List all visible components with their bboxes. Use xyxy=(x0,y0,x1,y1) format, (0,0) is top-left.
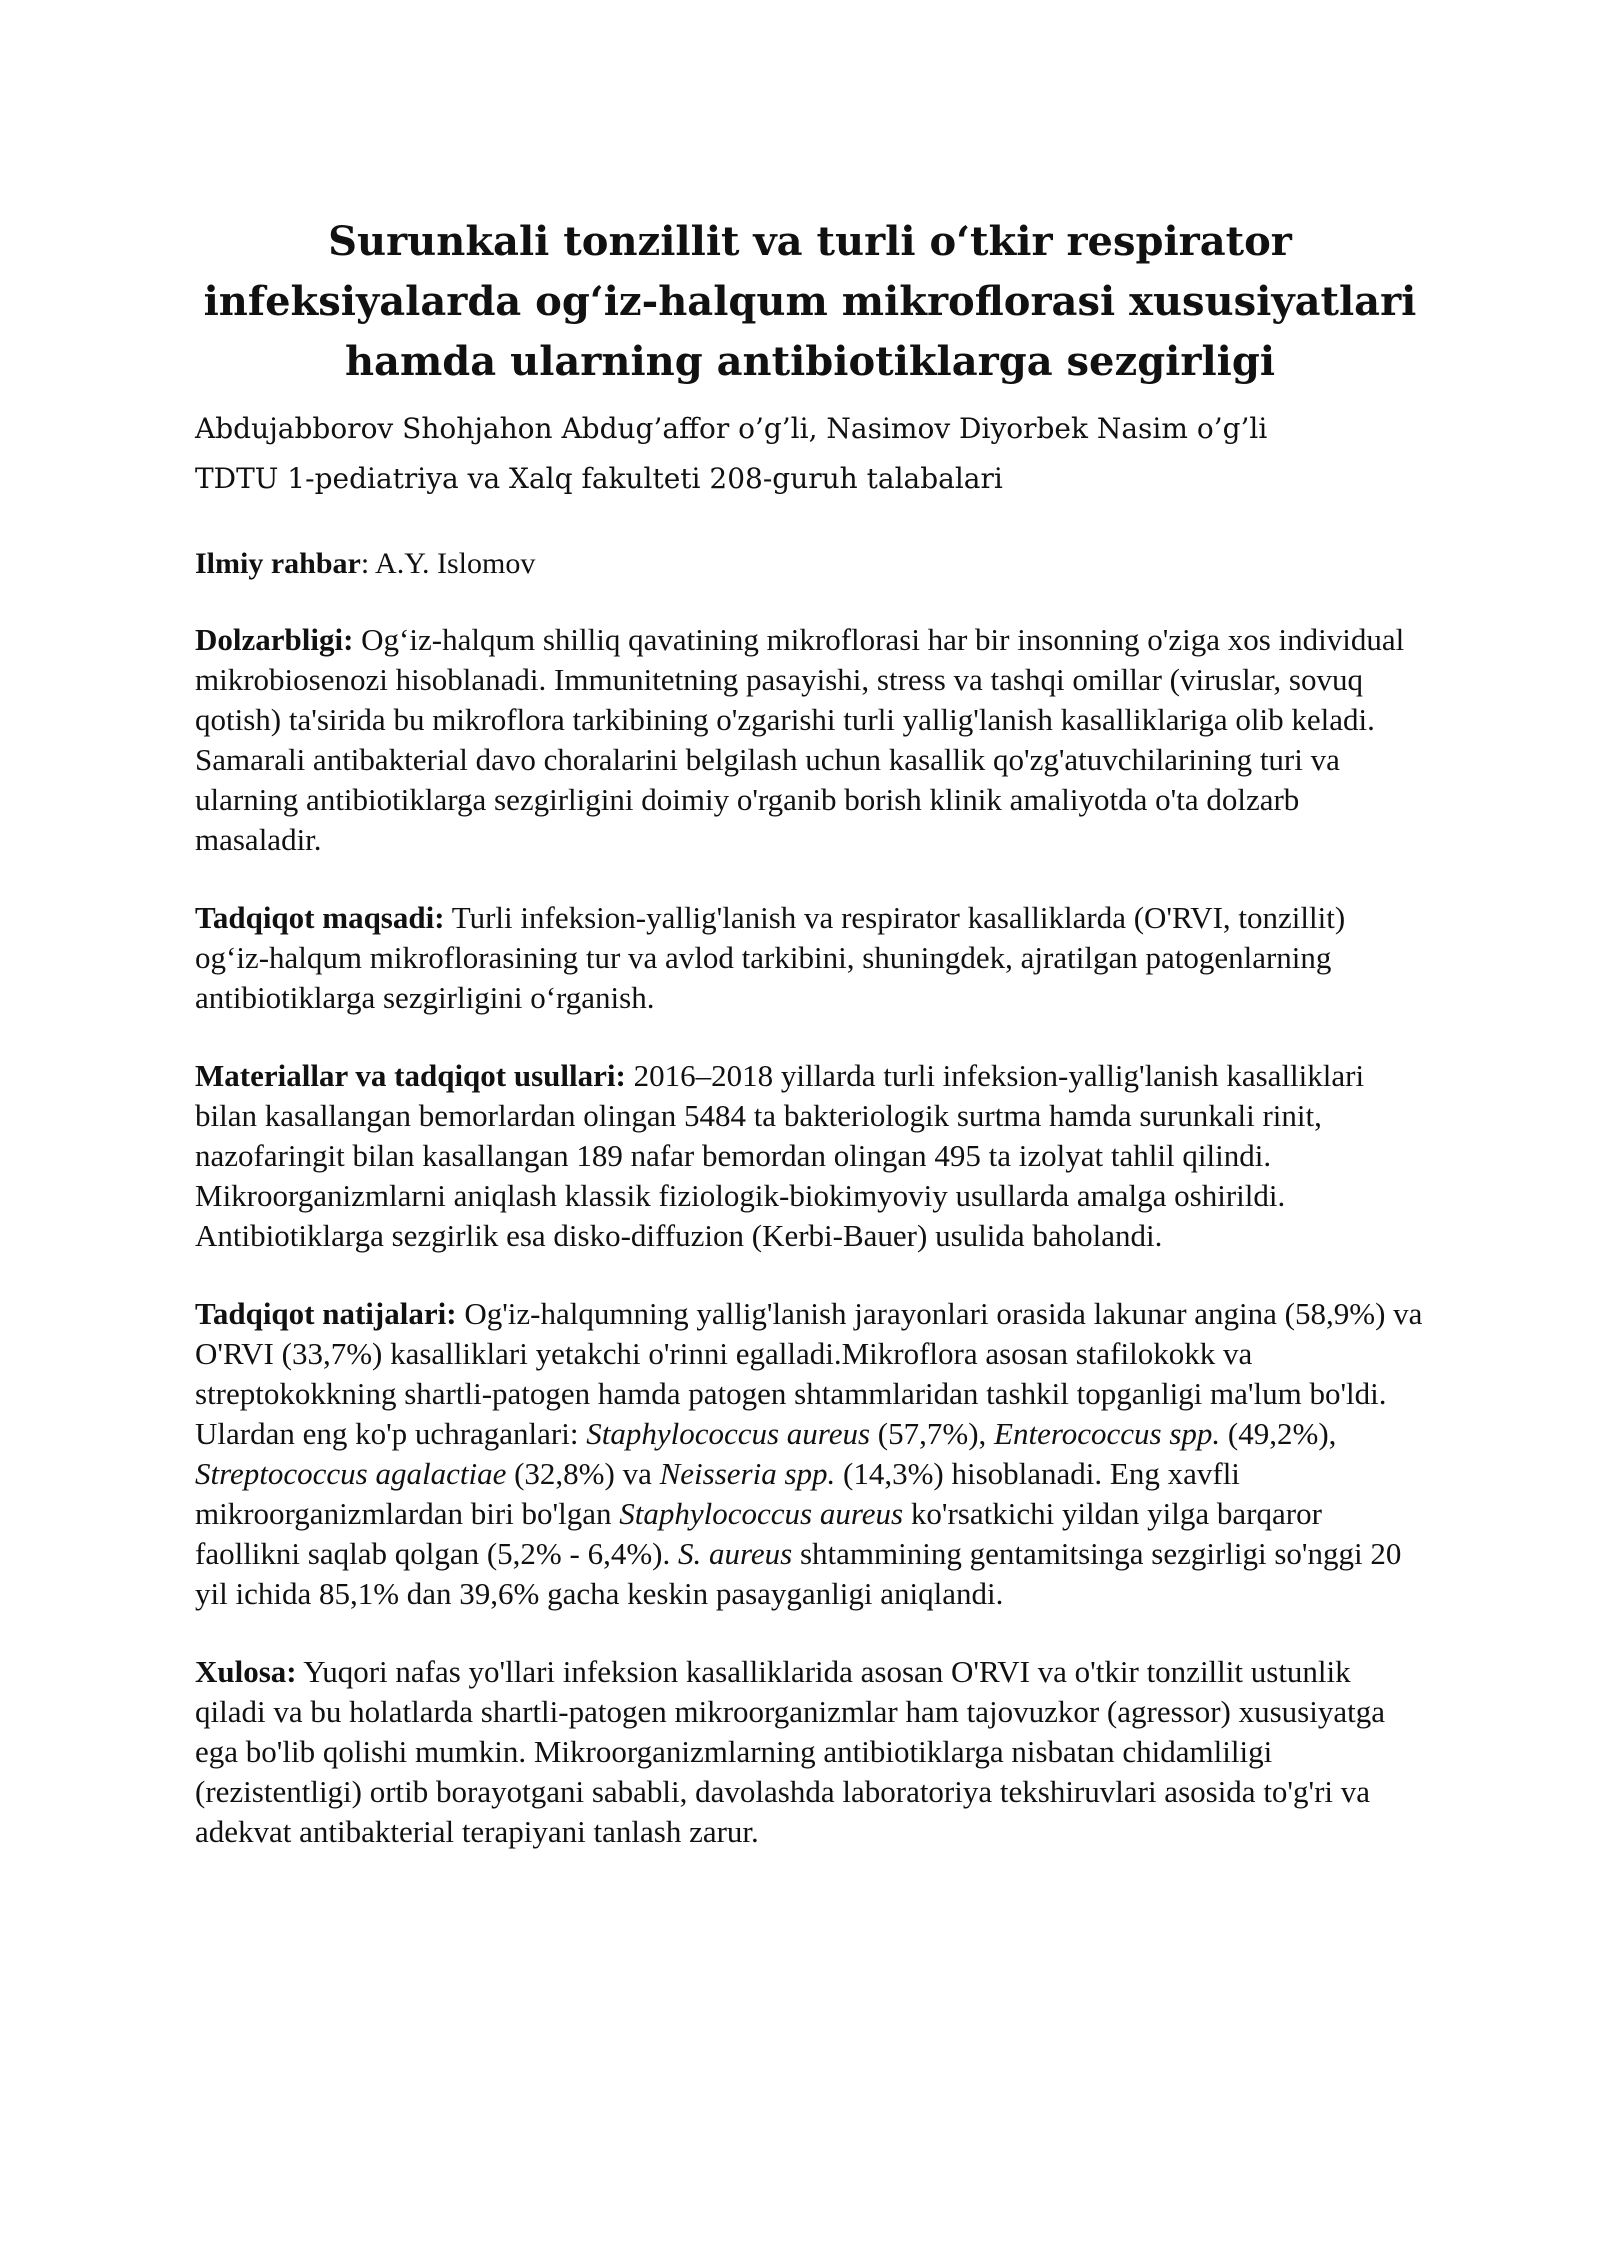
title-line-3: hamda ularning antibiotiklarga sezgirligi xyxy=(344,338,1276,385)
results-text: Og'iz-halqumning yallig'lanish jarayonlari orasida lakunar angina (58,9%) va O'RVI (33,7%) kasalliklari yetakchi o'rinni egalladi.Mikroflora asosan stafilokokk va streptokokkning shartli-patogen hamda patogen shtammlaridan tashkil topganligi ma'lum bo'ldi. Ulardan eng ko'p uchraganlari: xyxy=(195,1296,1423,1451)
species-name: Staphylococcus aureus xyxy=(619,1496,904,1531)
section-maqsad xyxy=(195,898,1425,1018)
section-label: Tadqiqot natijalari: xyxy=(195,1296,457,1331)
section-xulosa xyxy=(195,1652,1425,1852)
affiliation: TDTU 1-pediatriya va Xalq fakulteti 208-guruh talabalari xyxy=(195,462,1003,495)
paper-title xyxy=(195,212,1425,392)
species-name: Neisseria spp. xyxy=(659,1456,836,1491)
section-text: Og‘iz-halqum shilliq qavatining mikroflorasi har bir insonning o'ziga xos individual mikrobiosenozi hisoblanadi. Immunitetning pasayishi, stress va tashqi omillar (viruslar, sovuq qotish) ta'sirida bu mikroflora tarkibining o'zgarishi turli yallig'lanish kasalliklariga olib keladi. Samarali antibakterial davo choralarini belgilash uchun kasallik qo'zg'atuvchilarining turi va ularning antibiotiklarga sezgirligini doimiy o'rganib borish klinik amaliyotda o'ta dolzarb masaladir. xyxy=(195,622,1405,857)
section-label: Xulosa: xyxy=(195,1654,297,1689)
results-text: ko'rsatkichi yildan yilga barqaror faollikni saqlab qolgan (5,2% - 6,4%). xyxy=(195,1496,1322,1571)
species-name: S. aureus xyxy=(677,1536,793,1571)
section-dolzarbligi xyxy=(195,620,1425,860)
section-label: Dolzarbligi: xyxy=(195,622,354,657)
advisor-name: A.Y. Islomov xyxy=(375,547,536,580)
results-text: (49,2%), xyxy=(1220,1416,1337,1451)
section-natijalar xyxy=(195,1294,1425,1614)
title-line-1: Surunkali tonzillit va turli o‘tkir respirator xyxy=(328,218,1292,265)
document-page xyxy=(195,212,1425,1852)
results-text: shtammining gentamitsinga sezgirligi so'nggi 20 yil ichida 85,1% dan 39,6% gacha keskin pasayganligi aniqlandi. xyxy=(195,1536,1402,1611)
results-text: (32,8%) va xyxy=(506,1456,660,1491)
species-name: Staphylococcus aureus xyxy=(586,1416,871,1451)
section-text: Yuqori nafas yo'llari infeksion kasalliklarida asosan O'RVI va o'tkir tonzillit ustunlik qiladi va bu holatlarda shartli-patogen mikroorganizmlar ham tajovuzkor (agressor) xususiyatga ega bo'lib qolishi mumkin. Mikroorganizmlarning antibiotiklarga nisbatan chidamliligi (rezistentligi) ortib borayotgani sababli, davolashda laboratoriya tekshiruvlari asosida to'g'ri va adekvat antibakterial terapiyani tanlash zarur. xyxy=(195,1654,1385,1849)
section-text: Turli infeksion-yallig'lanish va respirator kasalliklarda (O'RVI, tonzillit) og‘iz-halqum mikroflorasining tur va avlod tarkibini, shuningdek, ajratilgan patogenlarning antibiotiklarga sezgirligini o‘rganish. xyxy=(195,900,1346,1015)
title-line-2: infeksiyalarda og‘iz-halqum mikroflorasi xususiyatlari xyxy=(203,278,1417,325)
species-name: Enterococcus spp. xyxy=(994,1416,1221,1451)
advisor xyxy=(195,544,1425,584)
section-label: Materiallar va tadqiqot usullari: xyxy=(195,1058,626,1093)
advisor-separator: : xyxy=(360,547,376,580)
section-label: Tadqiqot maqsadi: xyxy=(195,900,445,935)
section-text: 2016–2018 yillarda turli infeksion-yallig'lanish kasalliklari bilan kasallangan bemorlardan olingan 5484 ta bakteriologik surtma hamda surunkali rinit, nazofaringit bilan kasallangan 189 nafar bemordan olingan 495 ta izolyat tahlil qilindi. Mikroorganizmlarni aniqlash klassik fiziologik-biokimyoviy usullarda amalga oshirildi. Antibiotiklarga sezgirlik esa disko-diffuzion (Kerbi-Bauer) usulida baholandi. xyxy=(195,1058,1365,1253)
advisor-label: Ilmiy rahbar xyxy=(195,547,361,580)
species-name: Streptococcus agalactiae xyxy=(195,1456,507,1491)
results-text: (57,7%), xyxy=(870,1416,995,1451)
authors: Abdujabborov Shohjahon Abdug’affor o’g’li, Nasimov Diyorbek Nasim o’g’li xyxy=(195,412,1268,445)
section-materiallar xyxy=(195,1056,1425,1256)
results-text: (14,3%) hisoblanadi. Eng xavfli mikroorganizmlardan biri bo'lgan xyxy=(195,1456,1240,1531)
